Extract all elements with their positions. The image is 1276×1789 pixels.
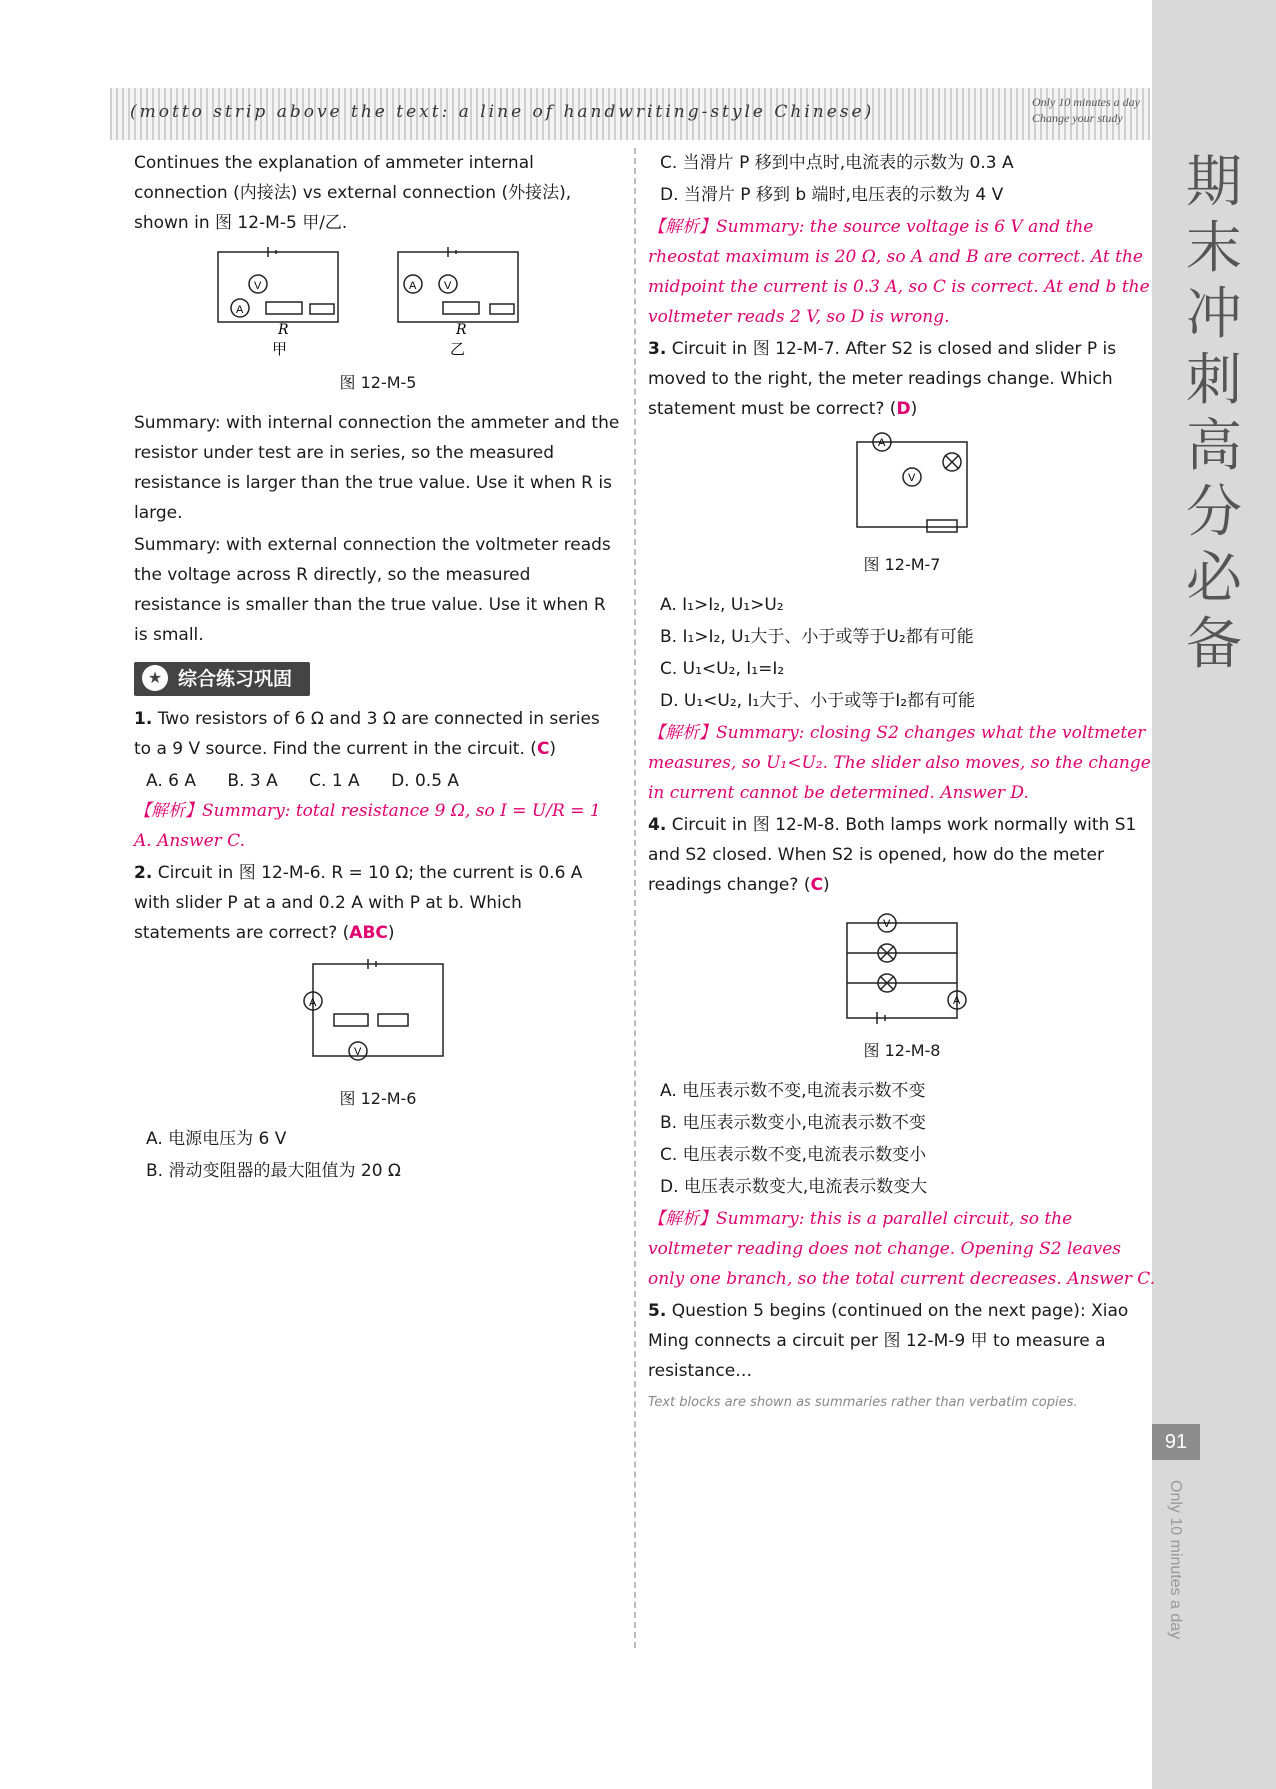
brand-line1: Only 10 minutes a day <box>1032 95 1140 109</box>
q3-options <box>648 590 1156 716</box>
q3-option-a: A. I₁>I₂, U₁>U₂ <box>660 595 784 615</box>
q1-option-c: C. 1 A <box>309 771 360 791</box>
svg-text:A: A <box>878 437 886 449</box>
figure-7-caption: 图 12-M-7 <box>863 555 941 574</box>
q2-stem: 2. Circuit in 图 12-M-6. R = 10 Ω; the current is 0.6 A with slider P at a and 0.2 A with P at b. Which statements are correct? (ABC) <box>134 863 583 943</box>
side-vertical-text: Only 10 minutes a day <box>1167 1480 1184 1640</box>
figure-8-caption: 图 12-M-8 <box>863 1041 941 1060</box>
svg-text:V: V <box>254 280 262 292</box>
q3-option-d: D. U₁<U₂, I₁大于、小于或等于I₂都有可能 <box>660 691 976 711</box>
svg-text:V: V <box>354 1046 362 1058</box>
q2-option-c: C. 当滑片 P 移到中点时,电流表的示数为 0.3 A <box>660 153 1014 173</box>
summary-notice: Text blocks are shown as summaries rather than verbatim copies. <box>648 1395 1078 1410</box>
q4-option-c: C. 电压表示数不变,电流表示数变小 <box>660 1145 927 1165</box>
q1-option-a: A. 6 A <box>146 771 196 791</box>
fig5-label-a: 甲 <box>272 340 288 358</box>
q2-options-cd <box>648 148 1156 210</box>
q2-options-ab <box>134 1124 622 1186</box>
para-inner-connection: Summary: with internal connection the ammeter and the resistor under test are in series, so the measured resistance is larger than the true value. Use it when R is large. <box>134 413 620 523</box>
svg-text:A: A <box>309 997 317 1009</box>
q4-options <box>648 1076 1156 1202</box>
q3-option-b: B. I₁>I₂, U₁大于、小于或等于U₂都有可能 <box>660 627 974 647</box>
para-outer-connection: Summary: with external connection the voltmeter reads the voltage across R directly, so the measured resistance is smaller than the true value. Use it when R is small. <box>134 535 611 645</box>
svg-text:A: A <box>409 280 417 292</box>
figure-12-m-6 <box>298 956 458 1076</box>
q4-text: Circuit in 图 12-M-8. Both lamps work normally with S1 and S2 closed. When S2 is opened, how do the meter readings change? <box>648 815 1137 895</box>
q4-answer: C <box>810 875 823 895</box>
q4-option-a: A. 电压表示数不变,电流表示数不变 <box>660 1081 926 1101</box>
q2-text: Circuit in 图 12-M-6. R = 10 Ω; the current is 0.6 A with slider P at a and 0.2 A with P at b. Which statements are correct? <box>134 863 583 943</box>
column-divider <box>634 148 636 1648</box>
svg-text:V: V <box>883 918 891 930</box>
svg-text:V: V <box>908 472 916 484</box>
svg-text:V: V <box>444 280 452 292</box>
header-brand <box>1032 94 1140 126</box>
intro-text: Continues the explanation of ammeter internal connection (内接法) vs external connection (外接法), shown in 图 12-M-5 甲/乙. <box>134 153 572 233</box>
svg-text:A: A <box>236 304 244 316</box>
fig5-r-label-b: R <box>456 322 467 338</box>
q1-stem: 1. Two resistors of 6 Ω and 3 Ω are connected in series to a 9 V source. Find the current in the circuit. (C) <box>134 709 600 759</box>
q1-option-b: B. 3 A <box>227 771 278 791</box>
q3-number: 3. <box>648 339 667 359</box>
q1-option-d: D. 0.5 A <box>391 771 460 791</box>
page-number: 91 <box>1152 1424 1200 1460</box>
q4-number: 4. <box>648 815 667 835</box>
q2-option-b: B. 滑动变阻器的最大阻值为 20 Ω <box>146 1161 401 1181</box>
q3-answer: D <box>896 399 911 419</box>
figure-6-caption: 图 12-M-6 <box>339 1089 417 1108</box>
q2-explanation: 【解析】Summary: the source voltage is 6 V and the rheostat maximum is 20 Ω, so A and B are correct. At the midpoint the current is 0.3 A, so C is correct. At end b the voltmeter reads 2 V, so D is wrong. <box>648 217 1150 327</box>
q5-number: 5. <box>648 1301 667 1321</box>
side-tab-title: 期末冲刺高分必备 <box>1186 150 1242 677</box>
header-motto: (motto strip above the text: a line of handwriting-style Chinese) <box>130 102 875 122</box>
q3-explanation: 【解析】Summary: closing S2 changes what the voltmeter measures, so U₁<U₂. The slider also moves, so the change in current cannot be determined. Answer D. <box>648 723 1151 803</box>
q2-answer: ABC <box>349 923 388 943</box>
fig5-label-b: 乙 <box>450 340 466 358</box>
q4-option-d: D. 电压表示数变大,电流表示数变大 <box>660 1177 928 1197</box>
q3-text: Circuit in 图 12-M-7. After S2 is closed and slider P is moved to the right, the meter readings change. Which statement must be correct? <box>648 339 1117 419</box>
q3-option-c: C. U₁<U₂, I₁=I₂ <box>660 659 785 679</box>
section-banner <box>134 662 310 696</box>
figure-5-caption: 图 12-M-5 <box>339 373 417 392</box>
q1-options <box>134 766 622 796</box>
q3-stem: 3. Circuit in 图 12-M-7. After S2 is closed and slider P is moved to the right, the meter readings change. Which statement must be correct? (D) <box>648 339 1117 419</box>
q1-number: 1. <box>134 709 153 729</box>
q4-explanation: 【解析】Summary: this is a parallel circuit, so the voltmeter reading does not change. Opening S2 leaves only one branch, so the total current decreases. Answer C. <box>648 1209 1156 1289</box>
svg-text:A: A <box>953 995 961 1007</box>
q1-explanation: 【解析】Summary: total resistance 9 Ω, so I = U/R = 1 A. Answer C. <box>134 801 601 851</box>
figure-12-m-8 <box>827 908 977 1028</box>
q2-option-d: D. 当滑片 P 移到 b 端时,电压表的示数为 4 V <box>660 185 1004 205</box>
brand-line2: Change your study <box>1032 111 1123 125</box>
q1-text: Two resistors of 6 Ω and 3 Ω are connected in series to a 9 V source. Find the current in the circuit. <box>134 709 600 759</box>
figure-12-m-5 <box>198 242 558 362</box>
q2-option-a: A. 电源电压为 6 V <box>146 1129 287 1149</box>
fig5-r-label-a: R <box>278 322 289 338</box>
q1-answer: C <box>536 739 550 759</box>
left-column <box>134 148 622 1188</box>
q5-stem <box>648 1296 1156 1386</box>
q4-option-b: B. 电压表示数变小,电流表示数不变 <box>660 1113 926 1133</box>
right-column <box>648 148 1156 1420</box>
header-strip <box>110 88 1150 140</box>
section-title: 综合练习巩固 <box>178 668 293 690</box>
q4-stem: 4. Circuit in 图 12-M-8. Both lamps work normally with S1 and S2 closed. When S2 is opened, how do the meter readings change? (C) <box>648 815 1137 895</box>
figure-12-m-7 <box>827 432 977 542</box>
q5-text: Question 5 begins (continued on the next page): Xiao Ming connects a circuit per 图 12-M-9 甲 to measure a resistance… <box>648 1301 1129 1381</box>
q2-number: 2. <box>134 863 153 883</box>
trophy-icon: ★ <box>142 665 168 691</box>
